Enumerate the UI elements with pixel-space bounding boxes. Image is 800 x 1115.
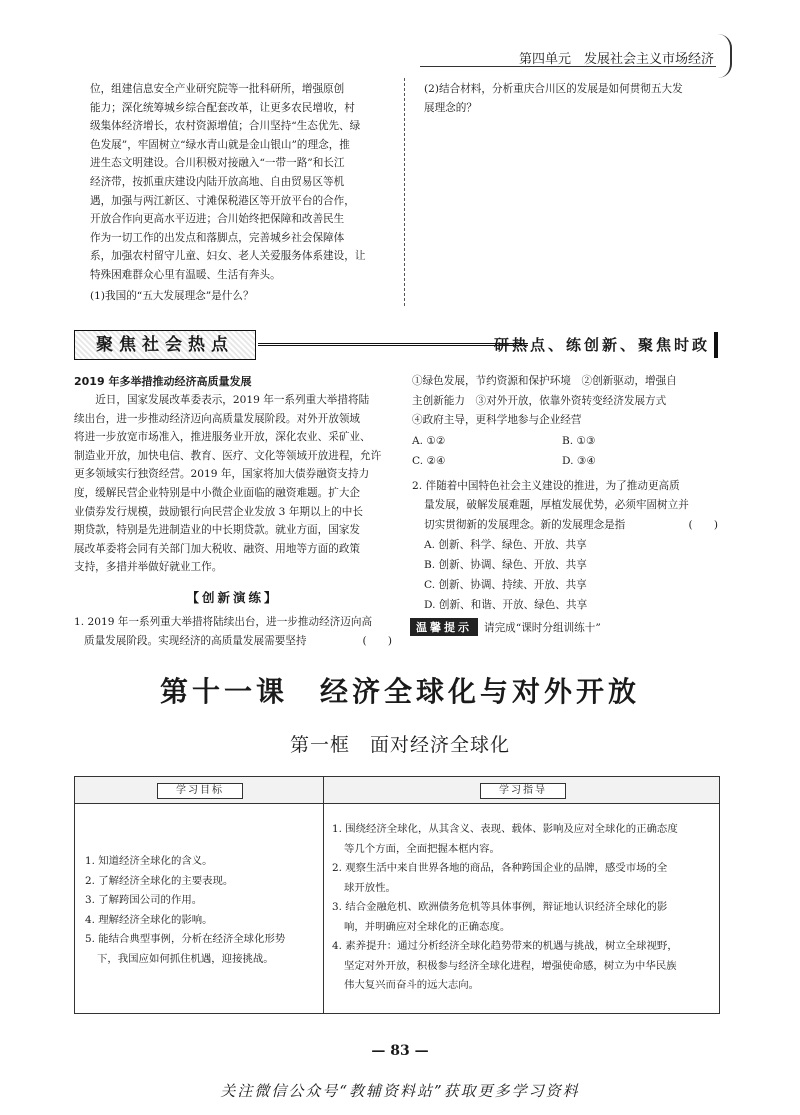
- goal-item: 1. 知道经济全球化的含义。: [85, 855, 213, 867]
- guide-item: 坚定对外开放，积极参与经济全球化进程，增强使命感，树立为中华民族: [344, 959, 677, 972]
- section-banner: [74, 330, 718, 360]
- q2-line: 量发展，破解发展难题，厚植发展优势，必须牢固树立并: [424, 499, 689, 511]
- choice-d[interactable]: D. 创新、和谐、开放、绿色、共享: [424, 599, 588, 611]
- running-header: 第四单元 发展社会主义市场经济: [518, 52, 714, 67]
- news-line: 业债券发行规模，鼓励银行向民营企业发放 3 年期以上的中长: [74, 505, 363, 518]
- guide-column: [324, 804, 719, 1013]
- banner-label: 聚焦社会热点: [74, 330, 256, 360]
- banner-rule: [258, 343, 528, 346]
- answer-blank[interactable]: ( ): [362, 634, 392, 647]
- passage-line: 经济带，按抓重庆建设内陆开放高地、自由贸易区等机: [90, 175, 345, 188]
- practice-q1-line: 1. 2019 年一系列重大举措将陆续出台，进一步推动经济迈向高: [74, 615, 373, 628]
- news-line: 将进一步放宽市场准入，推进服务业开放，深化农业、采矿业、: [74, 431, 371, 444]
- choice-b[interactable]: B. 创新、协调、绿色、开放、共享: [424, 559, 587, 571]
- guide-item: 1. 围绕经济全球化，从其含义、表现、载体、影响及应对全球化的正确态度: [332, 823, 678, 835]
- choice-a[interactable]: A. 创新、科学、绿色、开放、共享: [424, 539, 587, 551]
- top-left-passage: [90, 80, 396, 305]
- hint-label: 温馨提示: [410, 618, 478, 636]
- choice-a[interactable]: A. ①②: [412, 434, 446, 447]
- news-line: 度，缓解民营企业特别是中小微企业面临的融资难题。扩大企: [74, 486, 361, 499]
- table-header-right: [324, 777, 719, 804]
- table-header-left: [75, 777, 324, 804]
- option-line: ④政府主导，更科学地参与企业经营: [412, 414, 582, 426]
- question-2-line: (2)结合材料，分析重庆合川区的发展是如何贯彻五大发: [424, 83, 683, 95]
- news-line: 近日，国家发展改革委表示，2019 年一系列重大举措将陆: [95, 394, 370, 406]
- news-block: [74, 372, 392, 650]
- news-line: 期贷款，特别是先进制造业的中长期贷款。就业方面，国家发: [74, 524, 361, 537]
- top-right-question: [424, 80, 720, 117]
- choice-c[interactable]: C. ②④: [412, 454, 446, 467]
- passage-line: 进生态文明建设。合川积极对接融入“一带一路”和长江: [90, 157, 345, 170]
- footer-note: 关注微信公众号“教辅资料站”获取更多学习资料: [220, 1082, 580, 1100]
- guide-item: 球开放性。: [344, 881, 396, 894]
- guide-item: 等几个方面，全面把握本框内容。: [344, 842, 500, 855]
- goal-item: 3. 了解跨国公司的作用。: [85, 894, 203, 906]
- lesson-title: 第十一课 经济全球化与对外开放: [159, 675, 640, 708]
- choice-d[interactable]: D. ③④: [562, 454, 596, 467]
- hint-text: 请完成“课时分组训练十”: [484, 621, 601, 634]
- goals-column: [75, 804, 324, 1013]
- goal-item: 4. 理解经济全球化的影响。: [85, 913, 213, 926]
- question-1: (1)我国的“五大发展理念”是什么？: [90, 289, 254, 302]
- passage-line: 系，加强农村留守儿童、妇女、老人关爱服务体系建设，让: [90, 250, 366, 263]
- option-line: 主创新能力 ③对外开放，依靠外资转变经济发展方式: [412, 394, 667, 407]
- choice-c[interactable]: C. 创新、协调、持续、开放、共享: [424, 579, 587, 591]
- passage-line: 色发展”，牢固树立“绿水青山就是金山银山”的理念，推: [90, 138, 350, 151]
- passage-line: 能力；深化统筹城乡综合配套改革，让更多农民增收，村: [90, 101, 355, 114]
- option-line: ①绿色发展，节约资源和保护环境 ②创新驱动，增强自: [412, 375, 677, 387]
- guide-item: 3. 结合金融危机、欧洲债务危机等具体事例，辩证地认识经济全球化的影: [332, 901, 668, 913]
- passage-line: 位，组建信息安全产业研究院等一批科研所，增强原创: [90, 83, 345, 95]
- choices-block: [412, 372, 718, 615]
- news-title: 2019 年多举措推动经济高质量发展: [74, 375, 252, 388]
- passage-line: 级集体经济增长，农村资源增值；合川坚持“生态优先、绿: [90, 120, 361, 133]
- header-bracket: [718, 34, 732, 78]
- choice-b[interactable]: B. ①③: [562, 434, 596, 447]
- banner-tag: 研热点、练创新、聚焦时政: [493, 336, 710, 354]
- guide-item: 伟大复兴而奋斗的远大志向。: [344, 979, 480, 991]
- banner-endbar: [714, 332, 718, 358]
- guide-item: 2. 观察生活中来自世界各地的商品，各种跨国企业的品牌，感受市场的全: [332, 862, 668, 874]
- frame-title: 第一框 面对经济全球化: [289, 734, 510, 756]
- q2-line: 切实贯彻新的发展理念。新的发展理念是指: [424, 518, 626, 531]
- column-divider: [404, 78, 405, 306]
- header-rule: [420, 66, 716, 67]
- practice-q1-line: 质量发展阶段。实现经济的高质量发展需要坚持: [84, 634, 307, 647]
- news-line: 展改革委将会同有关部门加大税收、融资、用地等方面的政策: [74, 542, 361, 555]
- passage-line: 遇，加强与两江新区、寸滩保税港区等开放平台的合作，: [90, 194, 355, 207]
- goal-item: 2. 了解经济全球化的主要表现。: [85, 874, 234, 887]
- passage-line: 特殊困难群众心里有温暖、生活有奔头。: [90, 268, 281, 281]
- page-number: — 83 —: [371, 1043, 429, 1059]
- news-line: 续出台，进一步推动经济迈向高质量发展阶段。对外开放领域: [74, 412, 361, 425]
- guide-item: 4. 素养提升：通过分析经济全球化趋势带来的机遇与挑战，树立全球视野，: [332, 940, 678, 952]
- answer-blank[interactable]: ( ): [688, 518, 718, 531]
- goal-item: 下，我国应如何抓住机遇，迎接挑战。: [97, 952, 274, 965]
- goals-header: 学习目标: [157, 783, 243, 799]
- goal-item: 5. 能结合典型事例，分析在经济全球化形势: [85, 933, 286, 945]
- news-line: 更多领域实行独资经营。2019 年，国家将加大债券融资支持力: [74, 468, 370, 481]
- news-line: 支持，多措并举做好就业工作。: [74, 561, 223, 574]
- hint-box: [410, 617, 601, 637]
- guide-item: 响，并明确应对全球化的正确态度。: [344, 920, 511, 933]
- passage-line: 作为一切工作的出发点和落脚点，完善城乡社会保障体: [90, 231, 345, 244]
- news-line: 制造业开放，加快电信、教育、医疗、文化等领域开放进程，允许: [74, 449, 382, 462]
- passage-line: 开放合作向更高水平迈进；合川始终把保障和改善民生: [90, 213, 345, 226]
- q2-line: 2. 伴随着中国特色社会主义建设的推进，为了推动更高质: [412, 479, 680, 492]
- guide-header: 学习指导: [480, 783, 566, 799]
- practice-heading: 【创新演练】: [186, 589, 280, 605]
- question-2-line: 展理念的？: [424, 101, 477, 114]
- objectives-table: [74, 776, 720, 1014]
